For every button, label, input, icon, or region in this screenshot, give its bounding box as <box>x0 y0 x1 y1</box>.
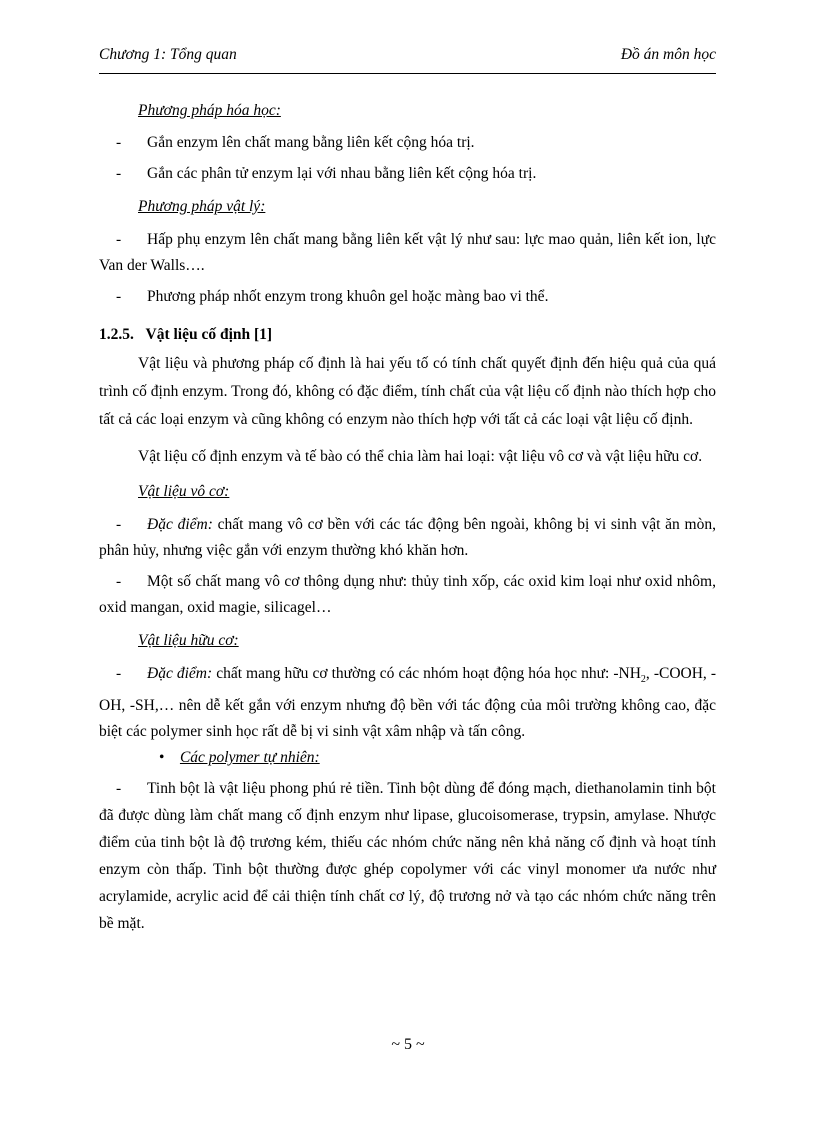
bullet-item: • Các polymer tự nhiên: <box>159 749 320 767</box>
paragraph: Vật liệu và phương pháp cố định là hai yếu tố có tính chất quyết định đến hiệu quả của quá trình cố định enzym. Trong đó, không có đặc điểm, tính chất của vật liệu cố định nào thích hợp cho tất cả các loại enzym và cũng không có enzym nào thích hợp với tất cả các loại vật liệu cố định. <box>99 355 716 428</box>
bullet-icon: • <box>159 749 165 767</box>
header-divider <box>99 73 716 74</box>
section-heading <box>99 322 716 348</box>
header-course: Đồ án môn học <box>620 46 716 63</box>
section-number: 1.2.5. <box>99 326 134 343</box>
list-item: - Gắn enzym lên chất mang bằng liên kết cộng hóa trị. <box>116 134 475 151</box>
page-header <box>99 46 716 64</box>
list-item: - Đặc điểm: chất mang vô cơ bền với các tác động bên ngoài, không bị vi sinh vật ăn mòn, phân hủy, nhưng việc gắn với enzym thường khó khăn hơn. <box>99 516 716 559</box>
list-item: - Đặc điểm: chất mang hữu cơ thường có các nhóm hoạt động hóa học như: $-NH_2$, -COOH, -OH, -SH,… nên dễ kết gắn với enzym nhưng độ bền với tác động của môi trường không cao, đặc biệt các polymer sinh học rất dễ bị vi sinh vật xâm nhập và tấn công. <box>99 665 716 741</box>
header-chapter: Chương 1: Tổng quan <box>99 46 237 63</box>
list-item: - Gắn các phân tử enzym lại với nhau bằng liên kết cộng hóa trị. <box>116 165 537 182</box>
inorganic-heading: Vật liệu vô cơ: <box>138 483 230 500</box>
page-number: ~ 5 ~ <box>391 1036 425 1053</box>
list-item: - Phương pháp nhốt enzym trong khuôn gel hoặc màng bao vi thể. <box>116 288 549 305</box>
list-item: - Hấp phụ enzym lên chất mang bằng liên kết vật lý như sau: lực mao quản, liên kết ion, lực Van der Walls…. <box>99 231 716 274</box>
list-item: - Tinh bột là vật liệu phong phú rẻ tiền. Tinh bột dùng để đóng mạch, diethanolamin tinh bột đã được dùng làm chất mang cố định enzym như lipase, glucoisomerase, trypsin, amylase. Nhược điểm của tinh bột là độ trương kém, thiếu các nhóm chức năng nên khả năng cố định và hoạt tính enzym còn thấp. Tinh bột thường được ghép copolymer với các vinyl monomer ưa nước như acrylamide, acrylic acid để cải thiện tính chất cơ lý, độ trương nở và tạo các nhóm chức năng trên bề mặt. <box>99 780 716 933</box>
page-body <box>99 98 716 937</box>
organic-heading: Vật liệu hữu cơ: <box>138 632 239 649</box>
chem-method-heading: Phương pháp hóa học: <box>138 102 281 119</box>
list-item: - Một số chất mang vô cơ thông dụng như: thủy tinh xốp, các oxid kim loại như oxid nhôm, oxid mangan, oxid magie, silicagel… <box>99 573 716 616</box>
paragraph: Vật liệu cố định enzym và tế bào có thể chia làm hai loại: vật liệu vô cơ và vật liệu hữu cơ. <box>138 448 703 465</box>
phys-method-heading: Phương pháp vật lý: <box>138 198 266 215</box>
section-title: Vật liệu cố định [1] <box>145 326 273 343</box>
